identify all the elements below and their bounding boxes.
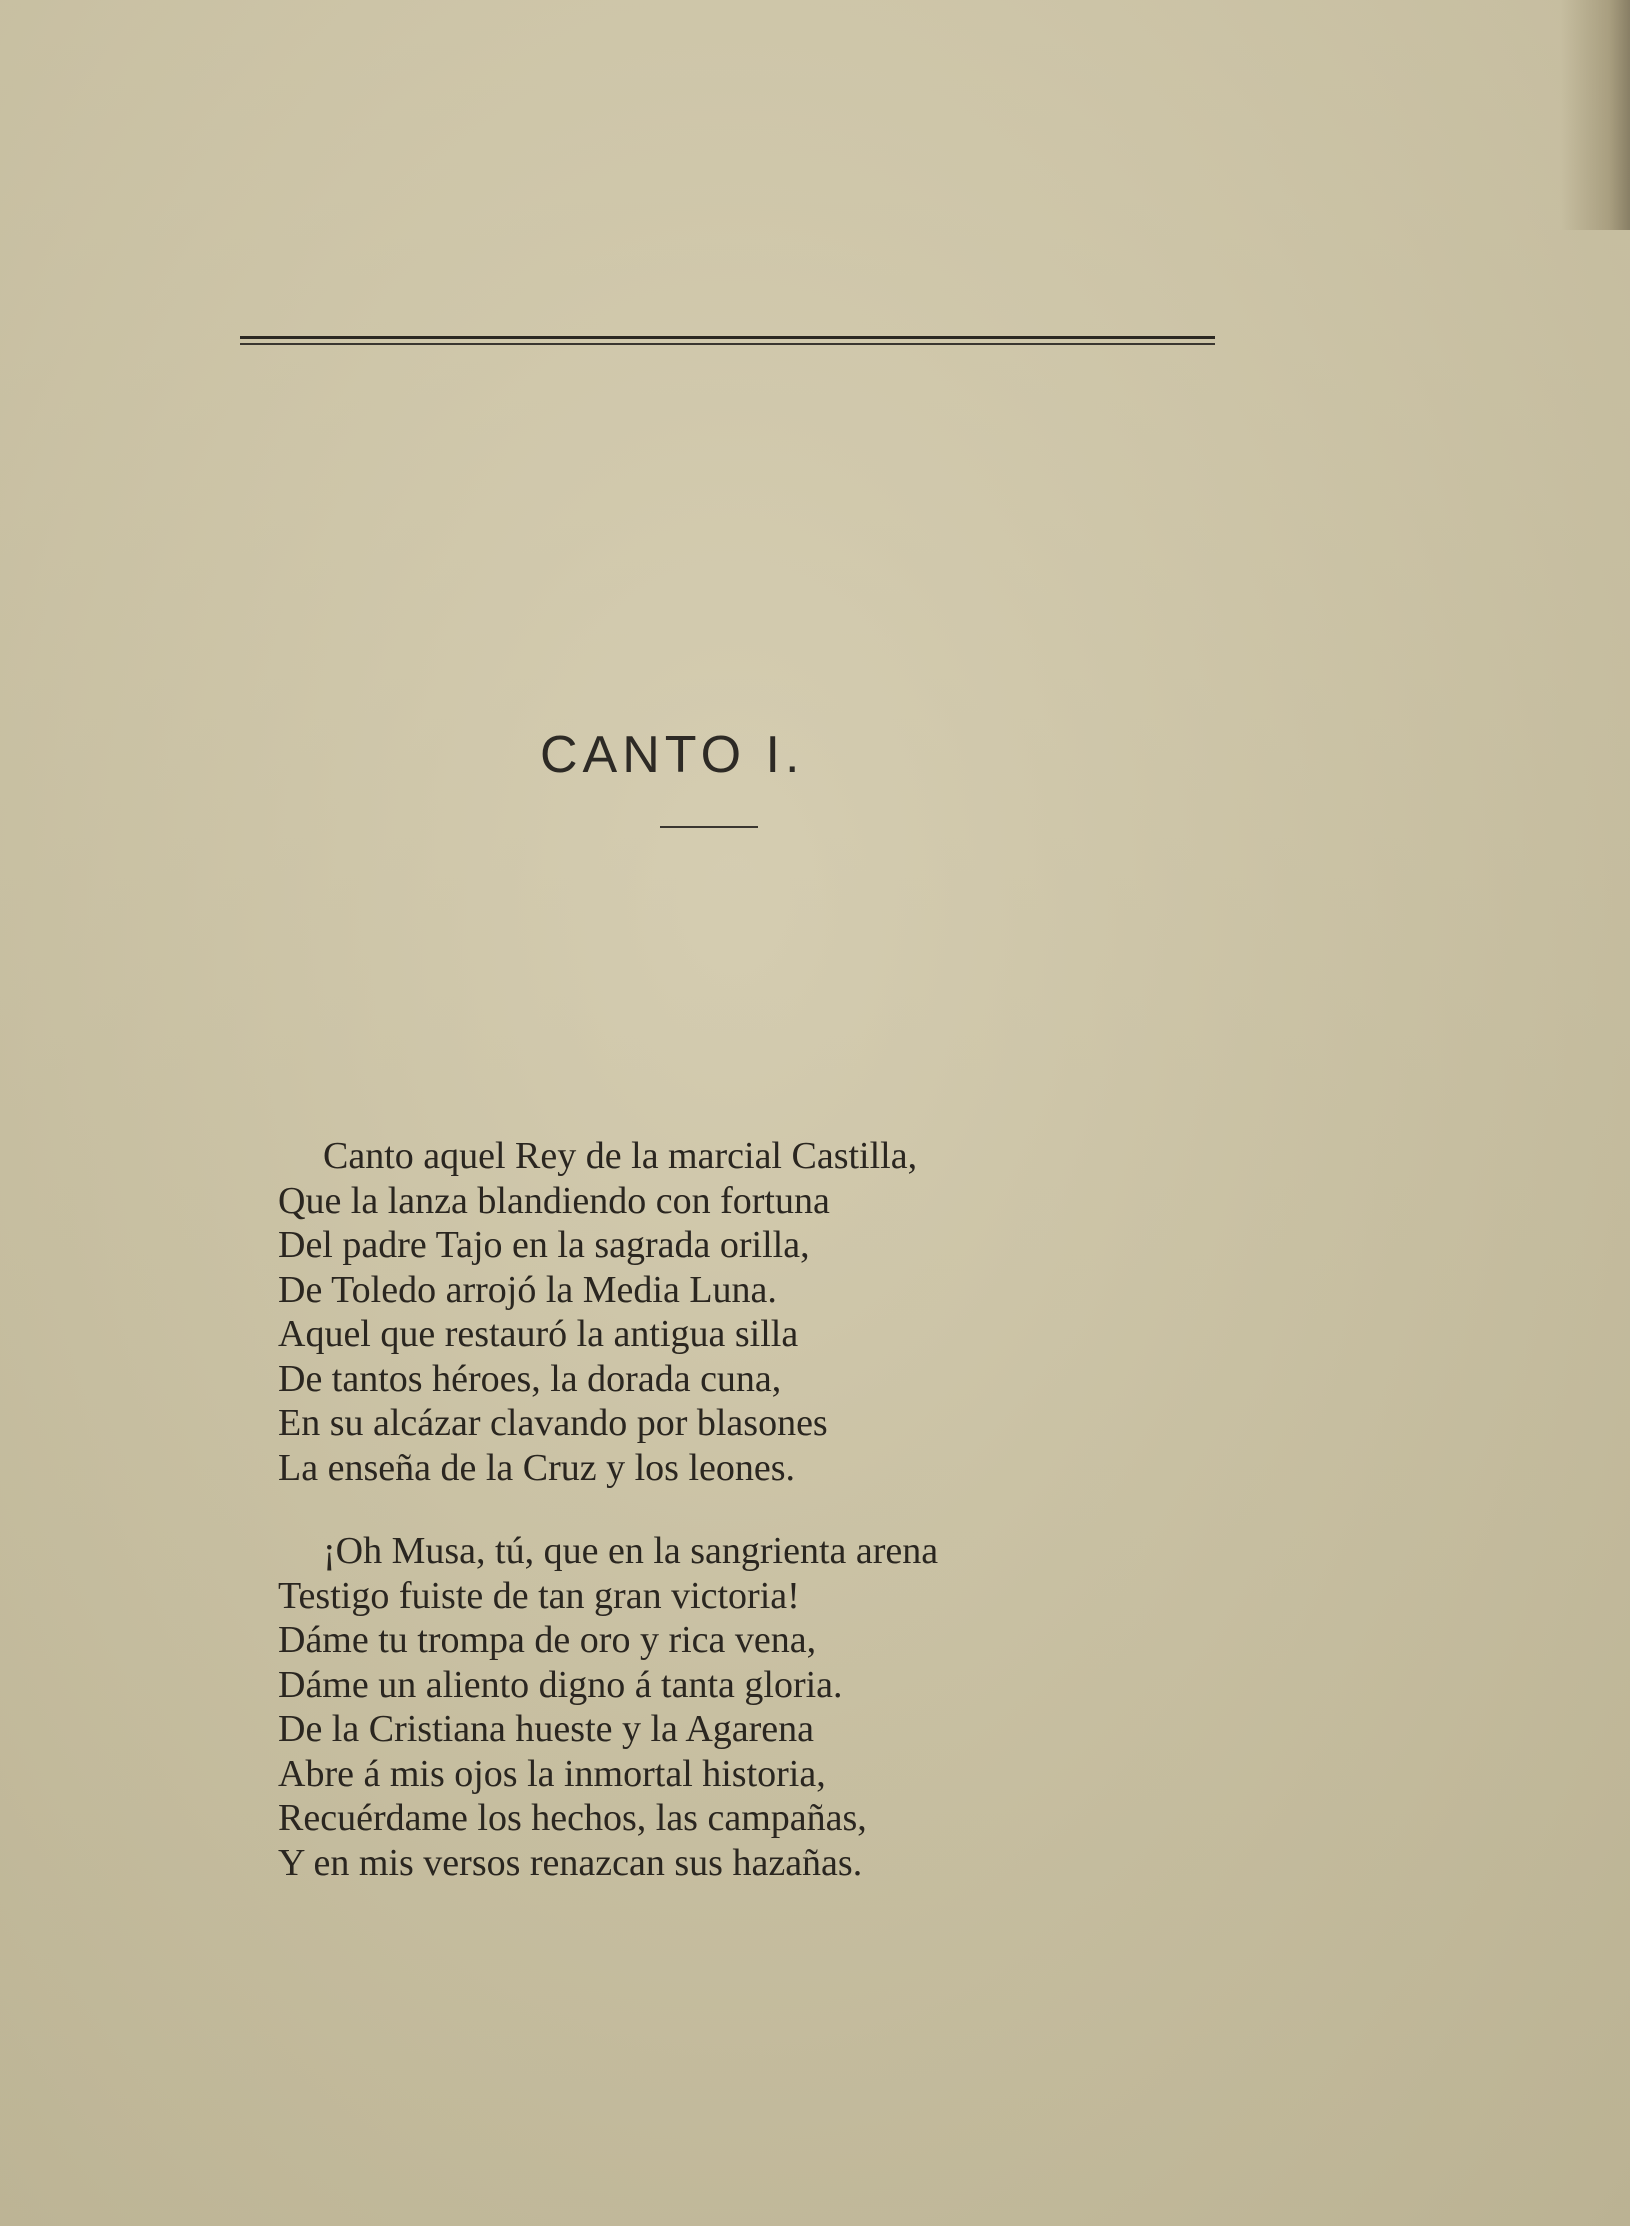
canto-title: CANTO I. — [540, 726, 805, 784]
stanza-1 — [278, 1134, 917, 1490]
title-underline-rule — [660, 826, 758, 828]
verse-line: Recuérdame los hechos, las campañas, — [278, 1797, 867, 1839]
verse-line: Abre á mis ojos la inmortal historia, — [278, 1752, 826, 1795]
verse-line: Dáme un aliento digno á tanta gloria. — [278, 1663, 843, 1706]
stanza-2 — [278, 1529, 938, 1885]
verse-line: Canto aquel Rey de la marcial Castilla, — [323, 1135, 918, 1177]
verse-line: La enseña de la Cruz y los leones. — [278, 1446, 796, 1489]
verse-line: Dáme tu trompa de oro y rica vena, — [278, 1619, 817, 1661]
verse-line: Del padre Tajo en la sagrada orilla, — [278, 1224, 810, 1266]
verse-line: Testigo fuiste de tan gran victoria! — [278, 1574, 800, 1617]
verse-line: De tantos héroes, la dorada cuna, — [278, 1357, 782, 1400]
verse-line: De la Cristiana hueste y la Agarena — [278, 1708, 815, 1750]
verse-line: ¡Oh Musa, tú, que en la sangrienta arena — [323, 1530, 939, 1572]
verse-line: En su alcázar clavando por blasones — [278, 1402, 828, 1444]
page-edge-wear — [1560, 0, 1630, 230]
verse-line: De Toledo arrojó la Media Luna. — [278, 1268, 777, 1311]
verse-line: Y en mis versos renazcan sus hazañas. — [278, 1841, 863, 1884]
verse-line: Aquel que restauró la antigua silla — [278, 1313, 799, 1355]
top-double-rule — [240, 336, 1215, 346]
verse-line: Que la lanza blandiendo con fortuna — [278, 1179, 830, 1222]
